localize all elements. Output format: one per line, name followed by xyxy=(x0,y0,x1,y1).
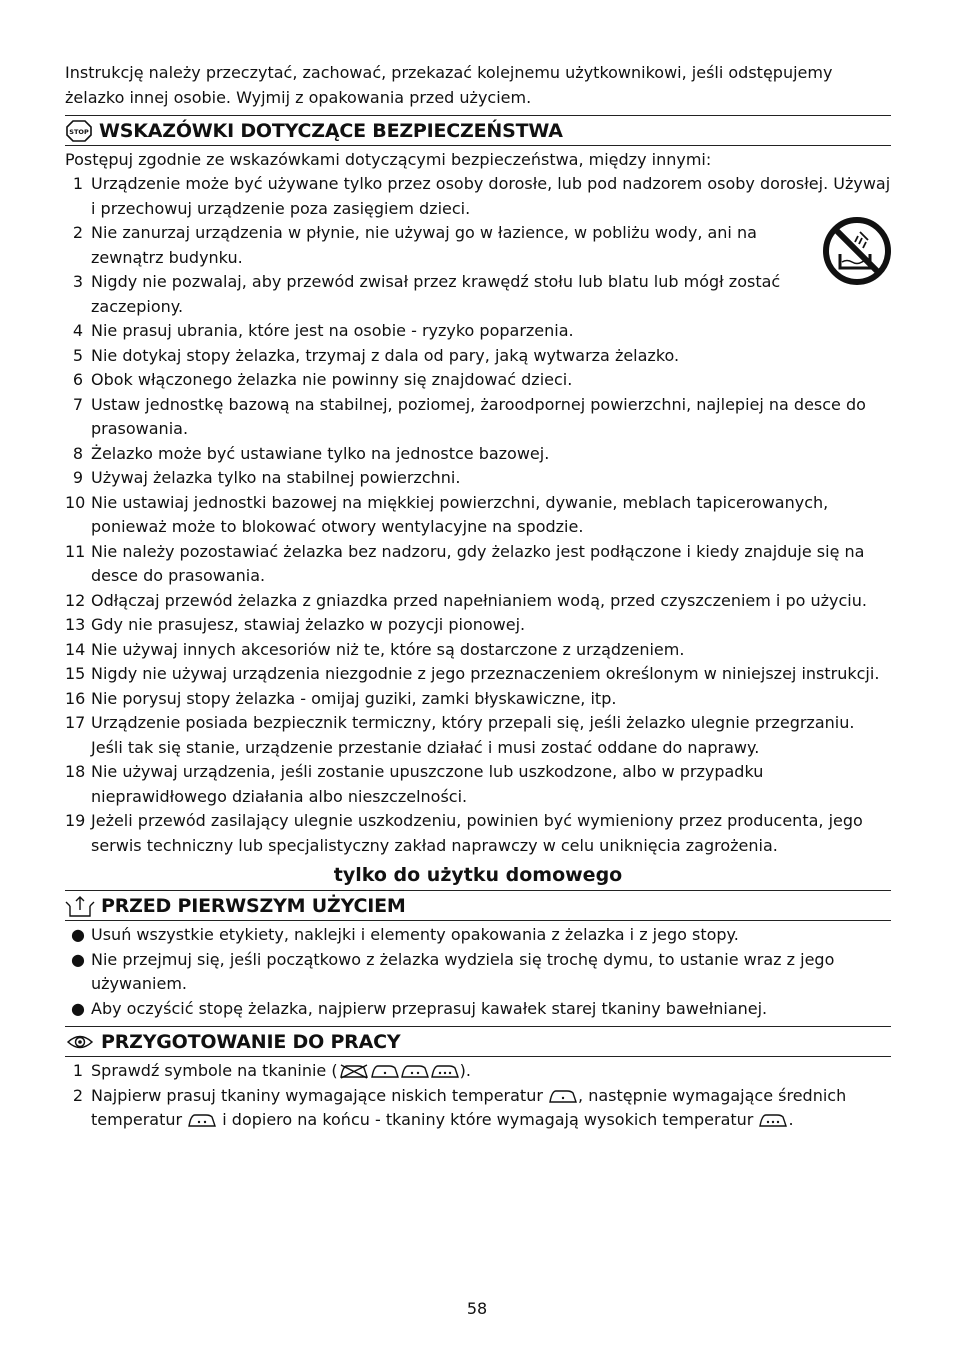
safety-header xyxy=(65,115,891,146)
item-number: 10 xyxy=(65,492,86,512)
list-item xyxy=(65,368,891,393)
list-item xyxy=(65,393,891,442)
item-text: ). xyxy=(459,1061,471,1080)
list-item xyxy=(65,540,891,589)
domestic-use-note: tylko do użytku domowego xyxy=(333,864,623,886)
item-number: 1 xyxy=(72,174,83,193)
list-item xyxy=(65,613,891,638)
list-item xyxy=(65,711,891,760)
stop-icon xyxy=(65,119,93,143)
item-text: Jeżeli przewód zasilający ulegnie uszkodzeniu, powinien być wymieniony przez producenta, jego serwis techniczny lub specjalistyczny zakład naprawczy w celu uniknięcia zagrożenia. xyxy=(91,811,863,855)
iron-one-dot-icon xyxy=(548,1088,578,1104)
item-number: 19 xyxy=(65,811,86,830)
item-text: Sprawdź symbole na tkaninie ( xyxy=(91,1061,338,1080)
item-text: Obok włączonego żelazka nie powinny się znajdować dzieci. xyxy=(91,370,573,389)
list-item xyxy=(65,923,891,948)
list-item xyxy=(65,948,891,997)
item-number: 7 xyxy=(72,394,83,414)
item-number: 16 xyxy=(65,688,86,708)
item-number: 4 xyxy=(72,321,83,340)
item-text: Nie używaj urządzenia, jeśli zostanie upuszczone lub uszkodzone, albo w przypadku nieprawidłowego działania albo nieszczelności. xyxy=(91,762,764,806)
eye-icon xyxy=(65,1030,95,1054)
item-text: Nie zanurzaj urządzenia w płynie, nie używaj go w łazience, w pobliżu wody, ani na zewnątrz budynku. xyxy=(91,223,757,267)
list-item xyxy=(65,221,821,270)
item-text: Nie prasuj ubrania, które jest na osobie - ryzyko poparzenia. xyxy=(91,321,574,340)
item-text: Nie należy pozostawiać żelazka bez nadzoru, gdy żelazko jest podłączone i kiedy znajduje się na desce do prasowania. xyxy=(91,541,865,585)
item-text: , następnie wymagające średnich temperatur xyxy=(91,1085,847,1129)
list-item xyxy=(65,344,891,369)
item-number: 3 xyxy=(72,272,83,291)
list-item xyxy=(65,589,891,614)
no-bathroom-icon xyxy=(822,216,892,286)
iron-one-dot-icon xyxy=(370,1063,400,1079)
item-text: i dopiero na końcu - tkaniny które wymagają wysokich temperatur xyxy=(217,1110,759,1129)
page-number: 58 xyxy=(466,1299,488,1318)
unpack-box-icon xyxy=(65,894,95,918)
item-number: 6 xyxy=(72,370,83,389)
list-item xyxy=(65,1059,891,1084)
iron-two-dot-icon xyxy=(187,1112,217,1128)
item-text: Gdy nie prasujesz, stawiaj żelazko w pozycji pionowej. xyxy=(91,615,526,634)
item-text: Usuń wszystkie etykiety, naklejki i elementy opakowania z żelazka i z jego stopy. xyxy=(91,925,739,944)
intro-text: Instrukcję należy przeczytać, zachować, przekazać kolejnemu użytkownikowi, jeśli odstępujemy żelazko innej osobie. Wyjmij z opakowania przed użyciem. xyxy=(65,63,833,107)
item-text: Nigdy nie pozwalaj, aby przewód zwisał przez krawędź stołu lub blatu lub mógł zostać zaczepiony. xyxy=(91,272,781,316)
list-item xyxy=(65,687,891,712)
item-number: 14 xyxy=(65,639,86,659)
item-number: 9 xyxy=(72,468,83,487)
item-number: 2 xyxy=(72,223,83,242)
item-text: . xyxy=(788,1110,794,1129)
item-number: 5 xyxy=(72,345,83,365)
item-text: Urządzenie posiada bezpiecznik termiczny, który przepali się, jeśli żelazko ulegnie przegrzaniu. Jeśli tak się stanie, urządzenie przestanie działać i musi zostać oddane do naprawy. xyxy=(91,713,855,757)
page xyxy=(65,60,891,1133)
bullet-icon: ● xyxy=(71,925,85,944)
list-item xyxy=(65,662,891,687)
item-text: Ustaw jednostkę bazową na stabilnej, poziomej, żaroodpornej powierzchni, najlepiej na desce do prasowania. xyxy=(91,394,866,438)
item-text: Żelazko może być ustawiane tylko na jednostce bazowej. xyxy=(91,443,550,463)
bullet-icon: ● xyxy=(71,949,85,969)
item-text: Odłączaj przewód żelazka z gniazdka przed napełnianiem wodą, przed czyszczeniem i po użyciu. xyxy=(91,590,867,610)
item-text: Nie przejmuj się, jeśli początkowo z żelazka wydziela się trochę dymu, to ustanie wraz z jego używaniem. xyxy=(91,949,835,993)
iron-three-dot-icon xyxy=(758,1112,788,1128)
safety-title: WSKAZÓWKI DOTYCZĄCE BEZPIECZEŃSTWA xyxy=(99,119,563,142)
list-item xyxy=(65,997,891,1022)
item-text: Nie dotykaj stopy żelazka, trzymaj z dala od pary, jaką wytwarza żelazko. xyxy=(91,345,680,365)
list-item xyxy=(65,760,891,809)
item-text: Nigdy nie używaj urządzenia niezgodnie z jego przeznaczeniem określonym w niniejszej instrukcji. xyxy=(91,664,880,683)
preparation-header xyxy=(65,1026,891,1057)
item-number: 17 xyxy=(65,713,86,732)
safety-list xyxy=(65,172,891,858)
item-text: Aby oczyścić stopę żelazka, najpierw przeprasuj kawałek starej tkaniny bawełnianej. xyxy=(91,998,768,1018)
item-text: Nie porysuj stopy żelazka - omijaj guziki, zamki błyskawiczne, itp. xyxy=(91,688,617,708)
item-number: 18 xyxy=(65,762,86,781)
list-item xyxy=(65,270,821,319)
stop-icon-text: STOP xyxy=(69,127,89,136)
list-item xyxy=(65,319,891,344)
item-number: 8 xyxy=(72,443,83,463)
item-number: 11 xyxy=(65,541,86,561)
preparation-list xyxy=(65,1059,891,1133)
list-item xyxy=(65,638,891,663)
item-number: 15 xyxy=(65,664,86,683)
list-item xyxy=(65,172,891,221)
item-text: Urządzenie może być używane tylko przez osoby dorosłe, lub pod nadzorem osoby dorosłej. Używaj i przechowuj urządzenie poza zasięgiem dzieci. xyxy=(91,174,891,218)
item-number: 1 xyxy=(72,1061,83,1080)
first-use-list xyxy=(65,923,891,1021)
list-item xyxy=(65,442,891,467)
item-text: Używaj żelazka tylko na stabilnej powierzchni. xyxy=(91,468,461,487)
iron-three-dot-icon xyxy=(430,1063,460,1079)
item-number: 13 xyxy=(65,615,86,634)
list-item xyxy=(65,466,891,491)
item-number: 12 xyxy=(65,590,86,610)
list-item xyxy=(65,809,891,858)
item-text: Najpierw prasuj tkaniny wymagające niskich temperatur xyxy=(91,1085,549,1105)
first-use-title: PRZED PIERWSZYM UŻYCIEM xyxy=(101,894,406,917)
first-use-header xyxy=(65,890,891,921)
preparation-title: PRZYGOTOWANIE DO PRACY xyxy=(101,1030,401,1053)
iron-two-dot-icon xyxy=(400,1063,430,1079)
safety-lead: Postępuj zgodnie ze wskazówkami dotyczącymi bezpieczeństwa, między innymi: xyxy=(65,150,712,169)
item-number: 2 xyxy=(72,1085,83,1105)
item-text: Nie ustawiaj jednostki bazowej na miękkiej powierzchni, dywanie, meblach tapicerowanych, ponieważ może to blokować otwory wentylacyjne na spodzie. xyxy=(91,492,829,536)
bullet-icon: ● xyxy=(71,998,85,1018)
item-text: Nie używaj innych akcesoriów niż te, które są dostarczone z urządzeniem. xyxy=(91,639,685,659)
list-item xyxy=(65,491,891,540)
list-item xyxy=(65,1084,891,1133)
iron-no-icon xyxy=(338,1063,370,1079)
